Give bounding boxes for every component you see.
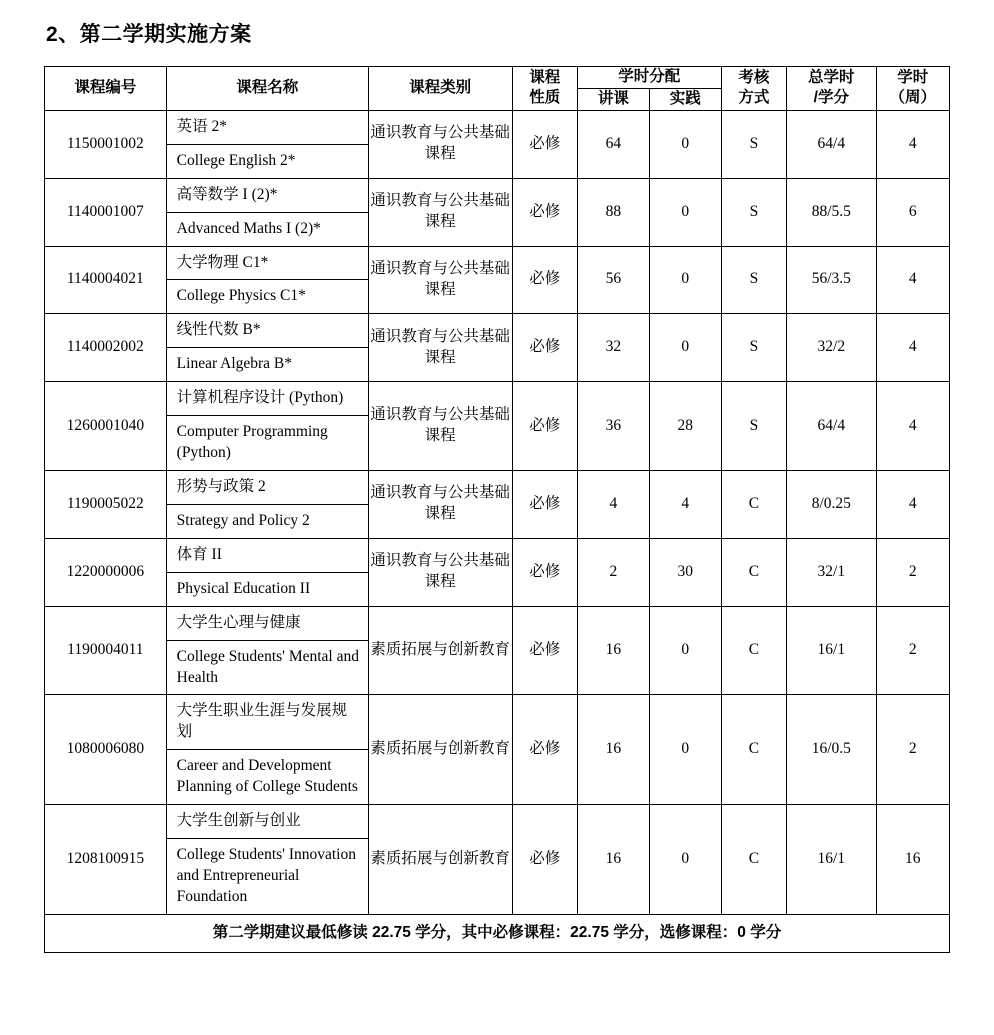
course-name-en: Strategy and Policy 2: [176, 511, 310, 529]
cell-lecture-hours: 4: [577, 470, 649, 538]
cell-total-hours-credits: 16/1: [787, 805, 876, 915]
cell-lecture-hours: 64: [577, 110, 649, 178]
table-row: [45, 538, 950, 606]
cell-course-name: [166, 314, 368, 382]
column-header-practice-hours: 实践: [649, 88, 721, 110]
cell-practice-hours: 4: [649, 470, 721, 538]
cell-exam-method: C: [721, 606, 786, 695]
column-header-course-category: 课程类别: [368, 67, 512, 111]
cell-lecture-hours: 88: [577, 178, 649, 246]
cell-practice-hours: 0: [649, 314, 721, 382]
cell-exam-method: C: [721, 538, 786, 606]
cell-course-code: 1150001002: [45, 110, 167, 178]
cell-course-name: [166, 805, 368, 915]
cell-course-name: [166, 246, 368, 314]
table-body: [45, 110, 950, 952]
course-name-cn: 大学生职业生涯与发展规划: [167, 695, 368, 750]
cell-course-code: 1140002002: [45, 314, 167, 382]
table-row: [45, 314, 950, 382]
column-header-total-hours-credits: [787, 67, 876, 111]
cell-weekly-hours: 2: [876, 606, 949, 695]
course-name-en: College Physics C1*: [176, 287, 306, 305]
cell-course-nature: 必修: [512, 606, 577, 695]
cell-exam-method: S: [721, 110, 786, 178]
column-header-course-name: 课程名称: [166, 67, 368, 111]
cell-course-nature: 必修: [512, 382, 577, 471]
column-header-course-code: 课程编号: [45, 67, 167, 111]
cell-total-hours-credits: 16/0.5: [787, 695, 876, 805]
cell-lecture-hours: 2: [577, 538, 649, 606]
weekly-hours-line1: 学时: [897, 68, 929, 86]
cell-course-name: [166, 695, 368, 805]
table-row: [45, 110, 950, 178]
cell-lecture-hours: 36: [577, 382, 649, 471]
cell-course-category: 素质拓展与创新教育: [368, 695, 512, 805]
weekly-hours-line2: （周）: [889, 89, 937, 107]
cell-course-nature: 必修: [512, 246, 577, 314]
course-nature-line1: 课程: [529, 68, 561, 86]
course-name-cn: 高等数学 I (2)*: [167, 179, 368, 213]
cell-practice-hours: 0: [649, 606, 721, 695]
total-hours-line2: /学分: [813, 89, 849, 107]
cell-course-name: [166, 606, 368, 695]
cell-course-category: 通识教育与公共基础课程: [368, 470, 512, 538]
cell-weekly-hours: 6: [876, 178, 949, 246]
cell-total-hours-credits: 56/3.5: [787, 246, 876, 314]
cell-weekly-hours: 4: [876, 314, 949, 382]
column-header-exam-method: [721, 67, 786, 111]
cell-weekly-hours: 4: [876, 382, 949, 471]
cell-practice-hours: 0: [649, 246, 721, 314]
cell-exam-method: C: [721, 470, 786, 538]
column-header-weekly-hours: [876, 67, 949, 111]
cell-course-name: [166, 538, 368, 606]
table-header: [45, 67, 950, 111]
cell-exam-method: S: [721, 314, 786, 382]
total-hours-line1: 总学时: [808, 68, 855, 86]
cell-course-name: [166, 382, 368, 471]
cell-course-nature: 必修: [512, 110, 577, 178]
table-row: [45, 805, 950, 915]
credit-summary: 第二学期建议最低修读 22.75 学分，其中必修课程：22.75 学分，选修课程：0 学分: [45, 914, 950, 952]
cell-practice-hours: 0: [649, 805, 721, 915]
cell-practice-hours: 0: [649, 178, 721, 246]
cell-total-hours-credits: 8/0.25: [787, 470, 876, 538]
cell-course-code: 1080006080: [45, 695, 167, 805]
cell-weekly-hours: 16: [876, 805, 949, 915]
table-footer-row: [45, 914, 950, 952]
table-row: [45, 246, 950, 314]
course-name-en: College Students' Innovation and Entrepreneurial Foundation: [176, 846, 356, 905]
cell-total-hours-credits: 64/4: [787, 382, 876, 471]
cell-exam-method: C: [721, 805, 786, 915]
course-name-cn: 大学生心理与健康: [167, 607, 368, 641]
cell-practice-hours: 0: [649, 110, 721, 178]
cell-lecture-hours: 56: [577, 246, 649, 314]
course-name-en: Linear Algebra B*: [176, 355, 293, 373]
cell-weekly-hours: 2: [876, 538, 949, 606]
cell-course-name: [166, 470, 368, 538]
cell-practice-hours: 0: [649, 695, 721, 805]
course-nature-line2: 性质: [529, 89, 561, 107]
cell-total-hours-credits: 32/2: [787, 314, 876, 382]
cell-weekly-hours: 4: [876, 110, 949, 178]
cell-course-category: 通识教育与公共基础课程: [368, 314, 512, 382]
table-header-row-1: [45, 67, 950, 89]
cell-course-code: 1140004021: [45, 246, 167, 314]
course-name-en: College Students' Mental and Health: [176, 647, 359, 686]
cell-lecture-hours: 16: [577, 606, 649, 695]
course-name-cn: 体育 II: [167, 539, 368, 573]
cell-course-category: 素质拓展与创新教育: [368, 805, 512, 915]
table-row: [45, 695, 950, 805]
cell-course-nature: 必修: [512, 538, 577, 606]
cell-exam-method: S: [721, 178, 786, 246]
cell-weekly-hours: 2: [876, 695, 949, 805]
course-name-cn: 线性代数 B*: [167, 314, 368, 348]
cell-course-nature: 必修: [512, 695, 577, 805]
table-row: [45, 470, 950, 538]
course-schedule-table: [44, 66, 950, 953]
cell-course-category: 通识教育与公共基础课程: [368, 382, 512, 471]
course-name-cn: 大学生创新与创业: [167, 805, 368, 839]
column-header-hours-allocation: 学时分配: [577, 67, 721, 89]
cell-lecture-hours: 32: [577, 314, 649, 382]
exam-method-line2: 方式: [738, 89, 770, 107]
cell-course-nature: 必修: [512, 178, 577, 246]
cell-total-hours-credits: 32/1: [787, 538, 876, 606]
cell-practice-hours: 30: [649, 538, 721, 606]
cell-exam-method: S: [721, 246, 786, 314]
table-row: [45, 606, 950, 695]
cell-course-category: 通识教育与公共基础课程: [368, 178, 512, 246]
cell-lecture-hours: 16: [577, 695, 649, 805]
table-row: [45, 178, 950, 246]
cell-exam-method: S: [721, 382, 786, 471]
cell-total-hours-credits: 64/4: [787, 110, 876, 178]
cell-course-code: 1208100915: [45, 805, 167, 915]
cell-weekly-hours: 4: [876, 246, 949, 314]
course-name-cn: 形势与政策 2: [167, 471, 368, 505]
course-name-cn: 英语 2*: [167, 111, 368, 145]
table-row: [45, 382, 950, 471]
course-name-en: Advanced Maths I (2)*: [176, 219, 321, 237]
cell-total-hours-credits: 16/1: [787, 606, 876, 695]
cell-course-nature: 必修: [512, 470, 577, 538]
cell-course-category: 通识教育与公共基础课程: [368, 246, 512, 314]
cell-exam-method: C: [721, 695, 786, 805]
cell-course-code: 1190004011: [45, 606, 167, 695]
cell-course-category: 素质拓展与创新教育: [368, 606, 512, 695]
cell-course-name: [166, 110, 368, 178]
cell-course-category: 通识教育与公共基础课程: [368, 110, 512, 178]
column-header-course-nature: [512, 67, 577, 111]
cell-course-category: 通识教育与公共基础课程: [368, 538, 512, 606]
course-name-en: Career and Development Planning of College Students: [176, 757, 358, 796]
cell-course-name: [166, 178, 368, 246]
cell-course-code: 1260001040: [45, 382, 167, 471]
cell-course-code: 1140001007: [45, 178, 167, 246]
cell-practice-hours: 28: [649, 382, 721, 471]
course-name-en: Physical Education II: [176, 579, 311, 597]
course-name-cn: 大学物理 C1*: [167, 247, 368, 281]
cell-lecture-hours: 16: [577, 805, 649, 915]
cell-course-nature: 必修: [512, 805, 577, 915]
cell-course-nature: 必修: [512, 314, 577, 382]
cell-weekly-hours: 4: [876, 470, 949, 538]
course-name-en: Computer Programming (Python): [176, 423, 328, 462]
exam-method-line1: 考核: [738, 68, 770, 86]
page-title: 2、第二学期实施方案: [46, 23, 252, 46]
cell-course-code: 1220000006: [45, 538, 167, 606]
cell-total-hours-credits: 88/5.5: [787, 178, 876, 246]
course-name-en: College English 2*: [176, 151, 296, 169]
column-header-lecture-hours: 讲课: [577, 88, 649, 110]
cell-course-code: 1190005022: [45, 470, 167, 538]
course-name-cn: 计算机程序设计 (Python): [167, 382, 368, 416]
